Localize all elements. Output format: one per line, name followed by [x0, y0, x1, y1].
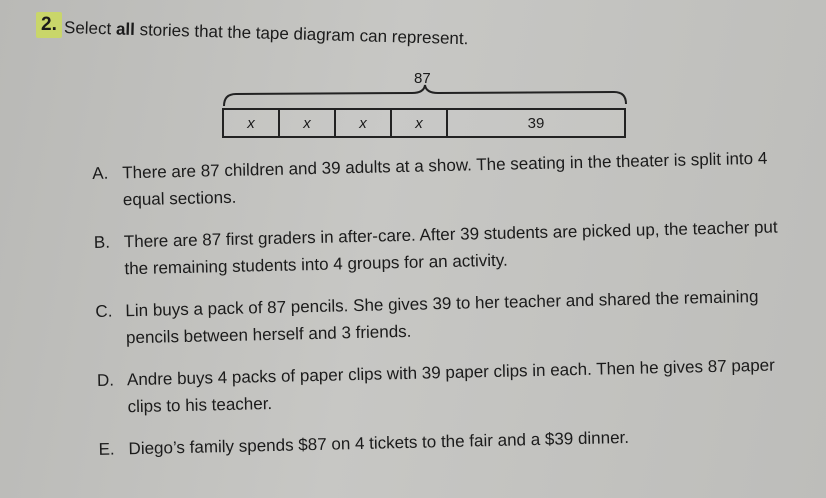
option-text: There are 87 children and 39 adults at a show. The seating in the theater is split into 4 equal sections. — [122, 148, 768, 210]
prompt-start: Select — [63, 18, 112, 39]
option-text: There are 87 first graders in after-care. After 39 students are picked up, the teacher put the remaining students into 4 groups for an activity. — [123, 217, 778, 279]
option-d[interactable] — [97, 351, 818, 421]
prompt-end: stories that the tape diagram can represent. — [139, 20, 469, 49]
question-number: 2. — [36, 12, 62, 38]
prompt-emphasis: all — [115, 19, 136, 39]
tape-diagram — [222, 68, 632, 154]
tape-remainder: 39 — [527, 114, 545, 132]
tape-part-1: x — [224, 110, 280, 136]
tape-total-label: 87 — [414, 70, 431, 87]
option-letter: E. — [98, 439, 115, 459]
tape-bar — [222, 108, 626, 138]
tape-part-3: x — [336, 110, 392, 136]
option-letter: B. — [93, 232, 111, 252]
option-letter: C. — [95, 301, 113, 321]
option-e[interactable] — [98, 420, 818, 463]
tape-part-4: x — [392, 110, 448, 136]
option-a[interactable] — [92, 144, 813, 214]
tape-part-2: x — [280, 110, 336, 136]
option-letter: D. — [96, 370, 115, 390]
option-letter: A. — [92, 163, 109, 183]
option-text: Diego’s family spends $87 on 4 tickets to the fair and a $39 dinner. — [128, 427, 630, 459]
option-c[interactable] — [95, 282, 816, 352]
question-prompt — [64, 18, 469, 49]
option-text: Andre buys 4 packs of paper clips with 39 paper clips in each. Then he gives 87 paper clips to his teacher. — [126, 355, 776, 417]
answer-options — [92, 144, 819, 478]
option-text: Lin buys a pack of 87 pencils. She gives 39 to her teacher and shared the remaining pencils between herself and 3 friends. — [125, 286, 759, 348]
curly-brace-icon — [222, 84, 628, 108]
option-b[interactable] — [94, 213, 815, 283]
